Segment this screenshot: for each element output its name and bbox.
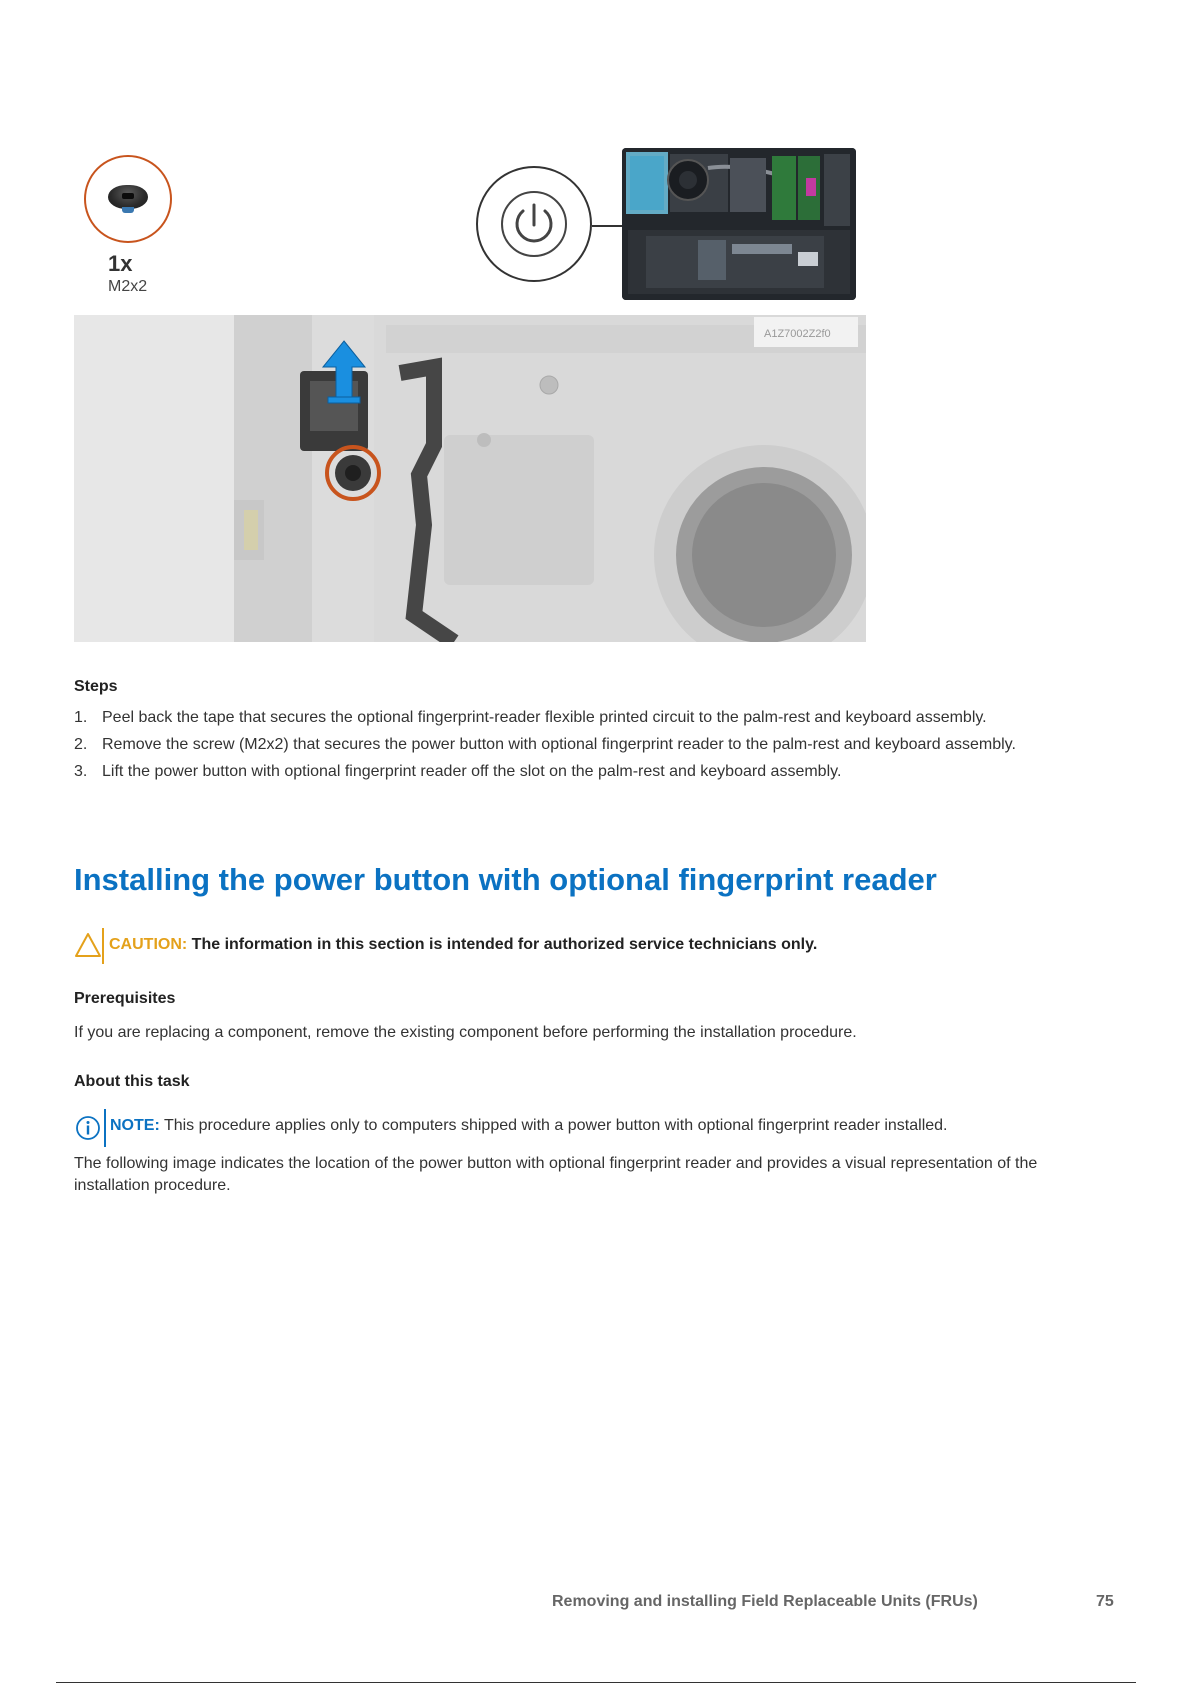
steps-list [74,707,1114,788]
lift-arrow-icon [319,339,369,409]
info-icon [75,1115,101,1141]
caution-divider [102,928,104,964]
step-number: 1. [74,709,88,726]
warning-icon [74,932,102,958]
list-item [74,734,1114,756]
note-notice [74,1109,1114,1147]
caution-label: CAUTION: [109,936,188,953]
section-title: Installing the power button with optional fingerprint reader [74,862,937,897]
screw-icon [84,155,172,243]
power-button-callout [476,166,592,282]
laptop-overview-image [622,148,856,300]
step-number: 3. [74,763,88,780]
power-icon [501,191,567,257]
screw-size: M2x2 [108,278,148,295]
removal-figure [74,148,872,643]
footer-chapter-title: Removing and installing Field Replaceable Units (FRUs) [552,1593,978,1610]
list-item [74,707,1114,729]
note-text: This procedure applies only to computers shipped with a power button with optional fingerprint reader installed. [163,1117,948,1134]
prerequisites-heading: Prerequisites [74,990,176,1007]
about-task-text: The following image indicates the location of the power button with optional fingerprint reader and provides a visual representation of the installation procedure. [74,1155,1038,1194]
prerequisites-text: If you are replacing a component, remove the existing component before performing the installation procedure. [74,1024,857,1041]
page-number: 75 [1096,1593,1114,1610]
palm-rest-detail-image [74,315,866,642]
caution-text: The information in this section is intended for authorized service technicians only. [191,936,818,953]
step-text: Lift the power button with optional fingerprint reader off the slot on the palm-rest and keyboard assembly. [102,763,842,780]
list-item [74,761,1114,783]
note-divider [104,1109,106,1147]
footer-rule [56,1682,1136,1683]
step-text: Peel back the tape that secures the optional fingerprint-reader flexible printed circuit to the palm-rest and keyboard assembly. [102,709,987,726]
about-task-heading: About this task [74,1073,190,1090]
step-number: 2. [74,736,88,753]
screw-count: 1x [108,251,133,276]
svg-text:A1Z7002Z2f0: A1Z7002Z2f0 [764,328,831,340]
steps-heading: Steps [74,678,118,695]
caution-notice [74,928,1074,964]
note-label: NOTE: [110,1117,160,1134]
step-text: Remove the screw (M2x2) that secures the power button with optional fingerprint reader to the palm-rest and keyboard assembly. [102,736,1016,753]
